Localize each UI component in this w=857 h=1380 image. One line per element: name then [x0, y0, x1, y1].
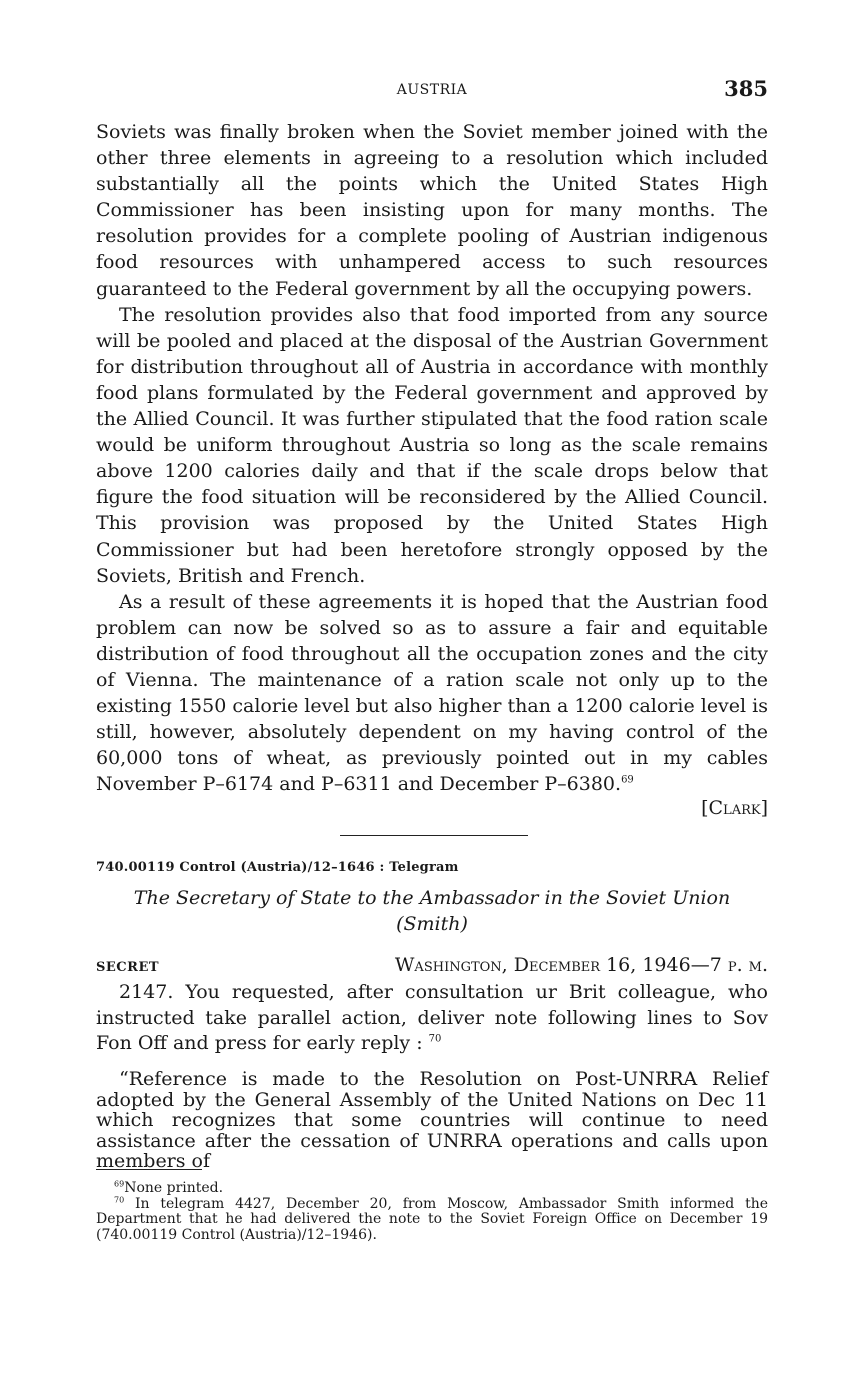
- paragraph-3-text: As a result of these agreements it is hoped that the Austrian food problem can now be solved so as to assure a fair and equitable distribution of food throughout all the occupation zones and the city of Vienna. The maintenance of a ration scale not only up to the existing 1550 calorie level but also higher than a 1200 calorie level is still, however, absolutely dependent on my having control of the 60,000 tons of wheat, as previously pointed out in my cables November P–6174 and P–6311 and December P–6380.: [96, 590, 768, 796]
- document-title: [96, 885, 768, 937]
- footnote-69: [96, 1181, 768, 1197]
- footnote-70-text: In telegram 4427, December 20, from Moscow, Ambassador Smith informed the Department that he had delivered the note to the Soviet Foreign Office on December 19 (740.00119 Control (Austria)/12–1946).: [96, 1195, 768, 1243]
- running-head: [96, 76, 768, 106]
- footnote-ref-69: 69: [621, 775, 634, 787]
- running-head-title: AUSTRIA: [396, 82, 468, 98]
- document-title-line-1: The Secretary of State to the Ambassador in the Soviet Union: [133, 887, 731, 909]
- dateline-row: [96, 954, 768, 980]
- document-title-line-2: (Smith): [396, 913, 468, 935]
- quoted-note: “Reference is made to the Resolution on Post-UNRRA Relief adopted by the General Assembly of the United Nations on Dec 11 which recognizes that some countries will continue to need assistance after the cessation of UNRRA operations and calls upon members of: [96, 1068, 768, 1172]
- dateline: Washington, December 16, 1946—7 p. m.: [394, 954, 768, 976]
- footnote-69-text: None printed.: [124, 1180, 224, 1196]
- body-text: [96, 119, 768, 797]
- paragraph-1: Soviets was finally broken when the Soviet member joined with the other three elements in agreeing to a resolution which included substantially all the points which the United States High Commissioner has been insisting upon for many months. The resolution provides for a complete pooling of Austrian indigenous food resources with unhampered access to such resources guaranteed to the Federal government by all the occupying powers.: [96, 121, 768, 300]
- telegram-message-text: 2147. You requested, after consultation ur Brit colleague, who instructed take parallel action, deliver note following lines to Sov Fon Off and press for early reply :: [96, 981, 768, 1055]
- classification-mark: SECRET: [96, 960, 160, 975]
- footnote-70: [96, 1194, 768, 1244]
- file-reference: 740.00119 Control (Austria)/12–1646 : Telegram: [96, 860, 459, 875]
- footnote-divider: [96, 1169, 202, 1170]
- paragraph-2: The resolution provides also that food imported from any source will be pooled and placed at the disposal of the Austrian Government for distribution throughout all of Austria in accordance with monthly food plans formulated by the Federal government and approved by the Allied Council. It was further stipulated that the food ration scale would be uniform throughout Austria so long as the scale remains above 1200 calories daily and that if the scale drops below that figure the food situation will be reconsidered by the Allied Council. This provision was proposed by the United States High Commissioner but had been heretofore strongly opposed by the Soviets, British and French.: [96, 303, 768, 587]
- signature: [Clark]: [701, 797, 768, 819]
- telegram-message: [96, 980, 768, 1057]
- paragraph-3: [96, 589, 768, 798]
- footnote-69-mark: 69: [114, 1179, 125, 1189]
- page-number: 385: [724, 76, 768, 101]
- footnotes: [96, 1181, 768, 1243]
- footnote-70-mark: 70: [114, 1194, 125, 1204]
- section-divider: [340, 835, 528, 836]
- footnote-ref-70: 70: [428, 1033, 442, 1045]
